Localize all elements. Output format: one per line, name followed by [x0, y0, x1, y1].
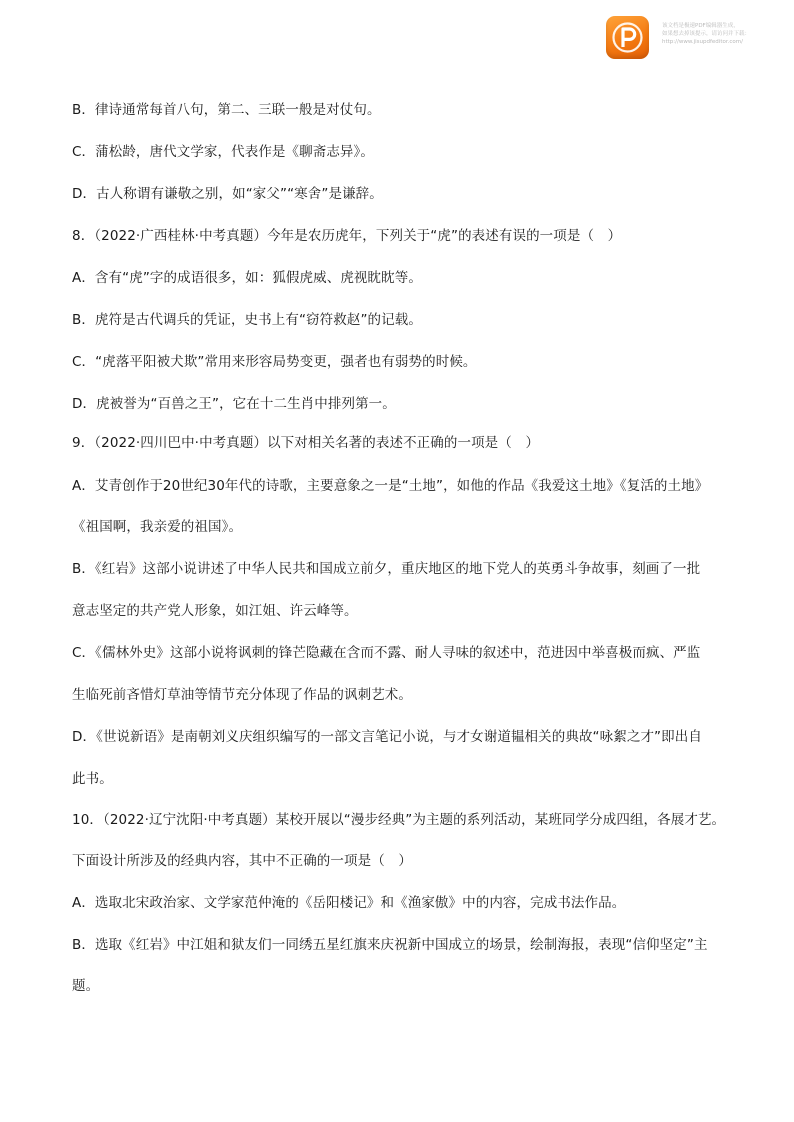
- watermark-text: [662, 22, 786, 46]
- watermark-line-3: http://www.jisupdfeditor.com/: [662, 39, 743, 45]
- option-line-continued: 题。: [72, 978, 100, 994]
- option-line: B．《红岩》这部小说讲述了中华人民共和国成立前夕，重庆地区的地下党人的英勇斗争故事，刻画了一批: [72, 561, 701, 577]
- option-line: C．《儒林外史》这部小说将讽刺的锋芒隐藏在含而不露、耐人寻味的叙述中，范进因中举喜极而疯、严监: [72, 645, 701, 661]
- pdf-editor-watermark: [606, 16, 786, 60]
- option-line: B．律诗通常每首八句，第二、三联一般是对仗句。: [72, 102, 381, 118]
- pdf-editor-logo-icon: [606, 16, 649, 59]
- question-10-stem: 10．（2022·辽宁沈阳·中考真题）某校开展以“漫步经典”为主题的系列活动，某班同学分成四组，各展才艺。: [72, 812, 726, 828]
- option-line: D．古人称谓有谦敬之别，如“家父”“寒舍”是谦辞。: [72, 186, 383, 202]
- option-line: B．选取《红岩》中江姐和狱友们一同绣五星红旗来庆祝新中国成立的场景，绘制海报，表现“信仰坚定”主: [72, 937, 708, 953]
- option-line-continued: 意志坚定的共产党人形象，如江姐、许云峰等。: [72, 603, 358, 619]
- watermark-line-1: 该文档是极速PDF编辑器生成，: [662, 23, 739, 29]
- option-line: C．蒲松龄，唐代文学家，代表作是《聊斋志异》。: [72, 144, 374, 160]
- option-line: A．含有“虎”字的成语很多，如：狐假虎威、虎视眈眈等。: [72, 270, 422, 286]
- option-line-continued: 生临死前吝惜灯草油等情节充分体现了作品的讽刺艺术。: [72, 687, 412, 703]
- watermark-line-2: 如果想去掉该提示，请访问并下载：: [662, 31, 751, 37]
- option-line: A．艾青创作于20世纪30年代的诗歌，主要意象之一是“土地”，如他的作品《我爱这土地》《复活的土地》: [72, 478, 709, 494]
- option-line: B．虎符是古代调兵的凭证，史书上有“窃符救赵”的记载。: [72, 312, 422, 328]
- option-line-continued: 此书。: [72, 771, 113, 787]
- option-line: D．虎被誉为“百兽之王”，它在十二生肖中排列第一。: [72, 396, 396, 412]
- question-8-stem: 8．（2022·广西桂林·中考真题）今年是农历虎年，下列关于“虎”的表述有误的一项是（ ）: [72, 228, 622, 244]
- option-line: C．“虎落平阳被犬欺”常用来形容局势变更，强者也有弱势的时候。: [72, 354, 477, 370]
- option-line: A．选取北宋政治家、文学家范仲淹的《岳阳楼记》和《渔家傲》中的内容，完成书法作品。: [72, 895, 626, 911]
- question-10-stem-continued: 下面设计所涉及的经典内容，其中不正确的一项是（ ）: [72, 853, 412, 869]
- option-line-continued: 《祖国啊，我亲爱的祖国》。: [72, 519, 243, 535]
- question-9-stem: 9．（2022·四川巴中·中考真题）以下对相关名著的表述不正确的一项是（ ）: [72, 435, 540, 451]
- option-line: D．《世说新语》是南朝刘义庆组织编写的一部文言笔记小说，与才女谢道韫相关的典故“咏絮之才”即出自: [72, 729, 702, 745]
